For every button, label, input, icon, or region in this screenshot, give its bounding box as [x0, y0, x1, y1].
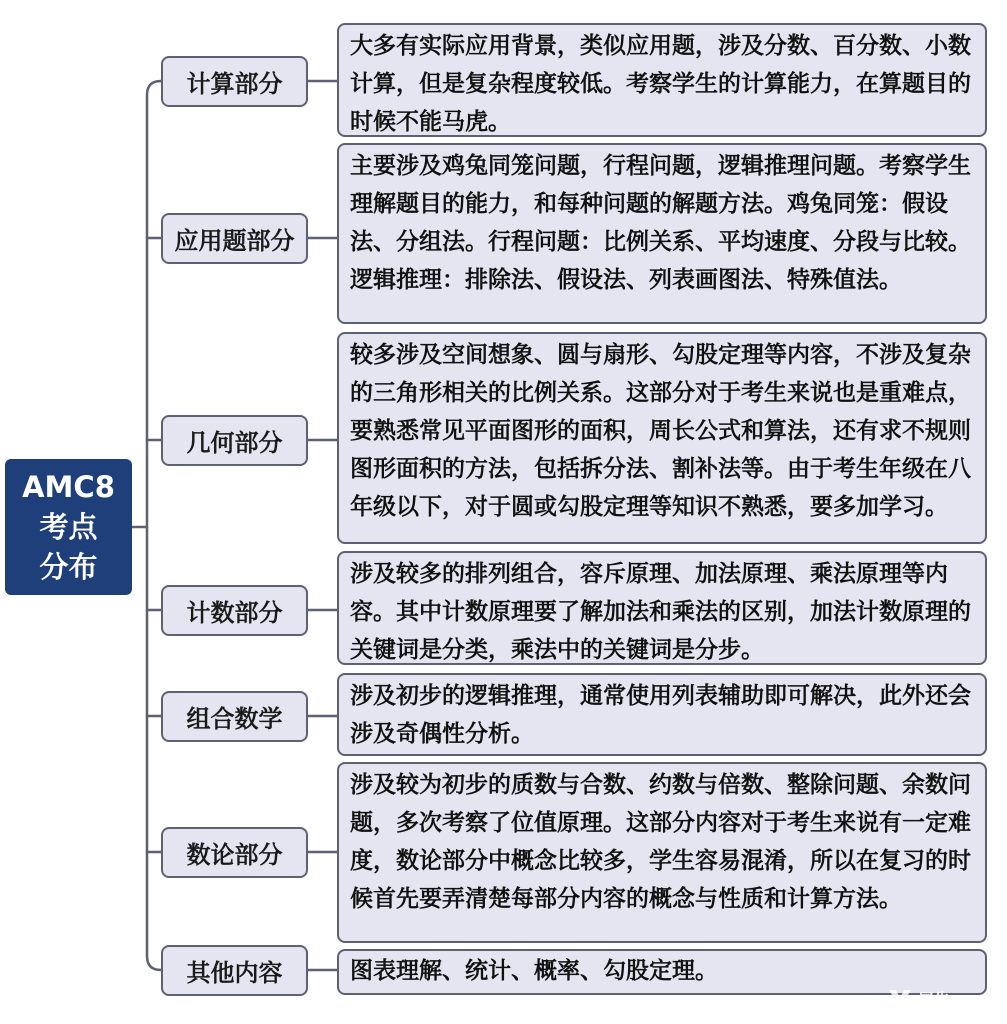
- description-node-counting: [337, 551, 987, 665]
- category-label: 其他内容: [186, 959, 283, 987]
- category-node-geometry: [161, 415, 308, 466]
- description-text: 涉及初步的逻辑推理，通常使用列表辅助即可解决，此外还会涉及奇偶性分析。: [350, 683, 971, 747]
- category-node-calculation: [161, 56, 308, 107]
- description-node-combinatorics: [337, 673, 987, 756]
- category-label: 几何部分: [186, 429, 283, 457]
- category-node-number-theory: [161, 827, 308, 878]
- category-label: 应用题部分: [174, 227, 295, 255]
- description-text: 主要涉及鸡兔同笼问题，行程问题，逻辑推理问题。考察学生理解题目的能力，和每种问题的解题方法。鸡兔同笼：假设法、分组法。行程问题：比例关系、平均速度、分段与比较。逻辑推理：排除法、假设法、列表画图法、特殊值法。: [350, 153, 971, 293]
- description-node-calculation: [337, 23, 987, 137]
- watermark-logo-icon: [888, 988, 912, 1008]
- description-text: 涉及较多的排列组合，容斥原理、加法原理、乘法原理等内容。其中计数原理要了解加法和乘法的区别，加法计数原理的关键词是分类，乘法中的关键词是分步。: [350, 561, 971, 663]
- trunk-line: [147, 81, 161, 970]
- category-node-word-problems: [161, 213, 308, 264]
- description-node-geometry: [337, 332, 987, 544]
- watermark: [888, 982, 998, 1014]
- root-line-1: AMC8: [22, 470, 115, 504]
- description-node-word-problems: [337, 143, 987, 324]
- category-label: 计算部分: [186, 70, 283, 98]
- description-text: 涉及较为初步的质数与合数、约数与倍数、整除问题、余数问题，多次考察了位值原理。这部分内容对于考生来说有一定难度，数论部分中概念比较多，学生容易混淆，所以在复习的时候首先要弄清楚每部分内容的概念与性质和计算方法。: [350, 772, 971, 912]
- category-label: 组合数学: [186, 705, 283, 733]
- description-text: 较多涉及空间想象、圆与扇形、勾股定理等内容，不涉及复杂的三角形相关的比例关系。这部分对于考生来说也是重难点，要熟悉常见平面图形的面积，周长公式和算法，还有求不规则图形面积的方法，包括拆分法、割补法等。由于考生年级在八年级以下，对于圆或勾股定理等知识不熟悉，要多加学习。: [350, 342, 971, 520]
- description-text: 图表理解、统计、概率、勾股定理。: [350, 958, 718, 984]
- category-node-counting: [161, 585, 308, 636]
- root-node: [5, 459, 132, 595]
- category-node-combinatorics: [161, 691, 308, 742]
- description-node-number-theory: [337, 762, 987, 943]
- category-label: 数论部分: [186, 841, 283, 869]
- root-line-2: 考点: [39, 510, 98, 544]
- watermark-text: 犀牛: [918, 989, 951, 1009]
- root-line-3: 分布: [39, 550, 98, 584]
- description-text: 大多有实际应用背景，类似应用题，涉及分数、百分数、小数计算，但是复杂程度较低。考察学生的计算能力，在算题目的时候不能马虎。: [350, 33, 971, 135]
- category-label: 计数部分: [186, 599, 283, 627]
- category-node-other: [161, 945, 308, 996]
